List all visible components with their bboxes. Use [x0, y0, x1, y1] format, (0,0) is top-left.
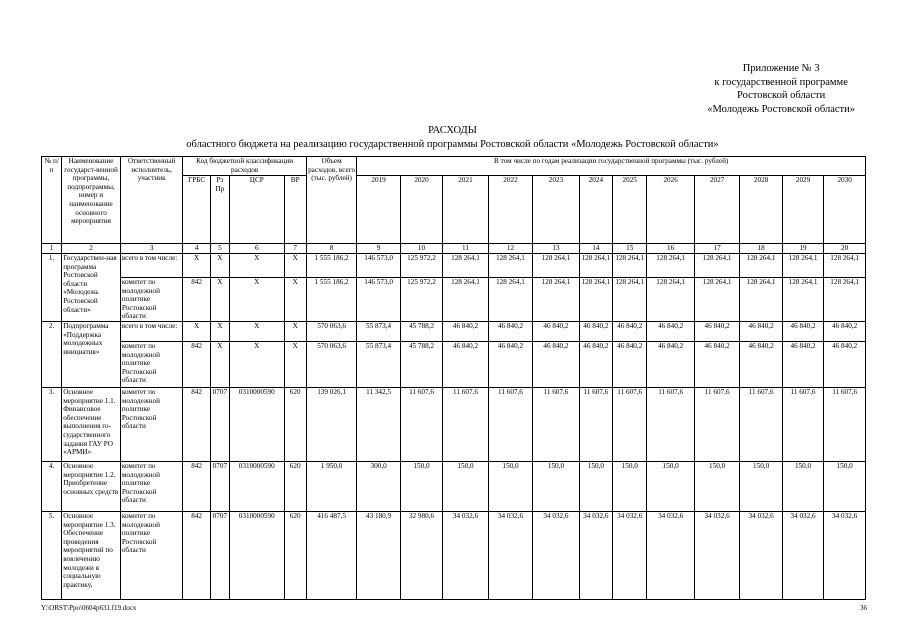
header-year: 2023 [533, 176, 579, 244]
header-year: 2028 [740, 176, 782, 244]
appendix-line-4: «Молодежь Ростовской области» [707, 103, 855, 115]
table-row [42, 321, 866, 341]
row-year-value: 46 840,2 [613, 341, 647, 387]
header-years-group: В том числе по годам реализации государственной программы (тыс. рублей) [357, 157, 866, 176]
column-number: 10 [400, 244, 442, 254]
table-row [42, 387, 866, 461]
row-year-value: 150,0 [824, 461, 866, 511]
column-number: 1 [42, 244, 62, 254]
row-year-value: 45 788,2 [400, 341, 442, 387]
row-year-value: 11 607,6 [647, 387, 695, 461]
row-year-value: 11 607,6 [613, 387, 647, 461]
row-year-value: 46 840,2 [533, 341, 579, 387]
row-year-value: 34 032,6 [647, 511, 695, 599]
row-year-value: 128 264,1 [740, 278, 782, 322]
header-grbs: ГРБС [183, 176, 210, 244]
row-year-value: 46 840,2 [488, 321, 532, 341]
row-vr: 620 [284, 461, 306, 511]
column-number: 19 [782, 244, 823, 254]
row-year-value: 128 264,1 [782, 278, 823, 322]
column-number: 5 [210, 244, 229, 254]
column-number: 14 [579, 244, 612, 254]
header-num: № п/п [42, 157, 62, 244]
row-year-value: 128 264,1 [488, 278, 532, 322]
header-year: 2030 [824, 176, 866, 244]
column-number: 8 [306, 244, 357, 254]
row-year-value: 128 264,1 [613, 254, 647, 278]
row-year-value: 34 032,6 [740, 511, 782, 599]
row-year-value: 11 342,5 [357, 387, 400, 461]
row-grbs: 842 [183, 341, 210, 387]
column-number: 9 [357, 244, 400, 254]
row-executor: комитет по молодежной политике Ростовской области [120, 387, 183, 461]
row-executor: всего в том числе: [120, 254, 183, 278]
row-year-value: 128 264,1 [533, 278, 579, 322]
row-year-value: 46 840,2 [613, 321, 647, 341]
column-number: 3 [120, 244, 183, 254]
row-year-value: 46 840,2 [740, 321, 782, 341]
row-number: 4. [42, 461, 62, 511]
expenses-table [41, 156, 866, 600]
header-year: 2021 [443, 176, 488, 244]
row-year-value: 150,0 [647, 461, 695, 511]
row-year-value: 150,0 [579, 461, 612, 511]
row-year-value: 146 573,0 [357, 278, 400, 322]
row-year-value: 150,0 [443, 461, 488, 511]
row-year-value: 11 607,6 [488, 387, 532, 461]
row-year-value: 300,0 [357, 461, 400, 511]
header-executor: Ответственный исполнитель, участник [120, 157, 183, 244]
row-year-value: 128 264,1 [694, 254, 739, 278]
row-vr: X [284, 341, 306, 387]
row-executor: комитет по молодежной политике Ростовской области [120, 278, 183, 322]
appendix-line-2: к государственной программе [714, 76, 848, 88]
row-executor: комитет по молодежной политике Ростовской области [120, 511, 183, 599]
row-year-value: 150,0 [488, 461, 532, 511]
row-year-value: 128 264,1 [647, 278, 695, 322]
header-volume: Объем расходов, всего (тыс. рублей) [306, 157, 357, 244]
row-year-value: 46 840,2 [694, 341, 739, 387]
header-code-group: Код бюджетной классификации расходов [183, 157, 306, 176]
row-year-value: 128 264,1 [613, 278, 647, 322]
row-year-value: 128 264,1 [443, 254, 488, 278]
row-year-value: 34 032,6 [824, 511, 866, 599]
row-year-value: 128 264,1 [824, 254, 866, 278]
row-csr: 0310000590 [229, 511, 284, 599]
row-csr: X [229, 278, 284, 322]
row-name: Государствен-ная программа Ростовской области «Молодежь Ростовской области» [62, 254, 121, 322]
column-number: 4 [183, 244, 210, 254]
header-year: 2024 [579, 176, 612, 244]
column-number: 13 [533, 244, 579, 254]
row-year-value: 46 840,2 [647, 341, 695, 387]
table-row [42, 278, 866, 322]
row-executor: всего в том числе: [120, 321, 183, 341]
row-year-value: 34 032,6 [579, 511, 612, 599]
row-name: Основное мероприятие 1.2. Приобретение основных средств [62, 461, 121, 511]
row-year-value: 46 840,2 [533, 321, 579, 341]
row-year-value: 34 032,6 [488, 511, 532, 599]
row-year-value: 11 607,6 [400, 387, 442, 461]
row-year-value: 128 264,1 [443, 278, 488, 322]
row-year-value: 46 840,2 [579, 321, 612, 341]
row-year-value: 11 607,6 [533, 387, 579, 461]
row-year-value: 55 873,4 [357, 341, 400, 387]
table-row [42, 461, 866, 511]
footer-file-path: Y:\ORST\Ppo\0604p631.f19.docx [41, 604, 137, 612]
column-number-row [42, 244, 866, 254]
row-year-value: 125 972,2 [400, 254, 442, 278]
row-number: 2. [42, 321, 62, 387]
table-row [42, 254, 866, 278]
header-rzpr: Рз Пр [210, 176, 229, 244]
row-grbs: X [183, 321, 210, 341]
row-year-value: 34 032,6 [613, 511, 647, 599]
row-total: 570 063,6 [306, 321, 357, 341]
row-csr: X [229, 254, 284, 278]
row-grbs: 842 [183, 278, 210, 322]
header-year: 2019 [357, 176, 400, 244]
header-year: 2027 [694, 176, 739, 244]
row-csr: 0310000590 [229, 461, 284, 511]
row-year-value: 146 573,0 [357, 254, 400, 278]
row-csr: 0310000590 [229, 387, 284, 461]
row-year-value: 128 264,1 [740, 254, 782, 278]
header-csr: ЦСР [229, 176, 284, 244]
header-name: Наименование государст-венной программы, подпрограммы, номер и наименование основного мероприятия [62, 157, 121, 244]
row-year-value: 128 264,1 [647, 254, 695, 278]
column-number: 17 [694, 244, 739, 254]
row-rzpr: X [210, 278, 229, 322]
row-name: Подпрограмма «Поддержка молодежных инициатив» [62, 321, 121, 387]
column-number: 15 [613, 244, 647, 254]
table-row [42, 511, 866, 599]
row-vr: X [284, 278, 306, 322]
row-vr: 620 [284, 511, 306, 599]
row-year-value: 125 972,2 [400, 278, 442, 322]
row-name: Основное мероприятие 1.1. Финансовое обеспечение выполнения го-сударственного задания ГАУ РО «АРМИ» [62, 387, 121, 461]
row-year-value: 46 840,2 [443, 341, 488, 387]
row-year-value: 46 840,2 [647, 321, 695, 341]
row-grbs: 842 [183, 511, 210, 599]
row-year-value: 34 032,6 [694, 511, 739, 599]
row-year-value: 34 032,6 [533, 511, 579, 599]
row-year-value: 150,0 [782, 461, 823, 511]
column-number: 6 [229, 244, 284, 254]
row-year-value: 11 607,6 [694, 387, 739, 461]
row-rzpr: X [210, 254, 229, 278]
row-year-value: 128 264,1 [579, 254, 612, 278]
header-year: 2026 [647, 176, 695, 244]
row-year-value: 150,0 [740, 461, 782, 511]
row-year-value: 128 264,1 [579, 278, 612, 322]
row-year-value: 128 264,1 [488, 254, 532, 278]
row-year-value: 46 840,2 [824, 321, 866, 341]
row-vr: X [284, 254, 306, 278]
row-year-value: 34 032,6 [443, 511, 488, 599]
title-main: РАСХОДЫ [428, 125, 477, 136]
row-grbs: 842 [183, 387, 210, 461]
row-executor: комитет по молодежной политике Ростовской области [120, 341, 183, 387]
row-year-value: 46 840,2 [740, 341, 782, 387]
column-number: 2 [62, 244, 121, 254]
footer-page-number: 36 [860, 604, 867, 612]
row-year-value: 128 264,1 [694, 278, 739, 322]
row-rzpr: 0707 [210, 387, 229, 461]
row-year-value: 46 840,2 [694, 321, 739, 341]
row-number: 5. [42, 511, 62, 599]
appendix-line-1: Приложение № 3 [742, 63, 820, 74]
header-year: 2025 [613, 176, 647, 244]
row-year-value: 150,0 [533, 461, 579, 511]
row-year-value: 128 264,1 [824, 278, 866, 322]
row-csr: X [229, 321, 284, 341]
row-rzpr: 0707 [210, 511, 229, 599]
row-number: 1. [42, 254, 62, 322]
row-year-value: 55 873,4 [357, 321, 400, 341]
row-year-value: 150,0 [694, 461, 739, 511]
title-sub: областного бюджета на реализацию государственной программы Ростовской области «Молодежь Ростовской области» [186, 138, 719, 150]
row-vr: 620 [284, 387, 306, 461]
header-year: 2020 [400, 176, 442, 244]
column-number: 18 [740, 244, 782, 254]
column-number: 7 [284, 244, 306, 254]
row-year-value: 150,0 [400, 461, 442, 511]
header-year: 2029 [782, 176, 823, 244]
row-year-value: 46 840,2 [488, 341, 532, 387]
row-year-value: 43 180,9 [357, 511, 400, 599]
row-year-value: 34 032,6 [782, 511, 823, 599]
row-rzpr: X [210, 321, 229, 341]
row-total: 416 487,5 [306, 511, 357, 599]
row-year-value: 11 607,6 [579, 387, 612, 461]
row-total: 570 063,6 [306, 341, 357, 387]
row-year-value: 11 607,6 [782, 387, 823, 461]
row-total: 139 026,1 [306, 387, 357, 461]
row-year-value: 11 607,6 [824, 387, 866, 461]
row-vr: X [284, 321, 306, 341]
row-rzpr: X [210, 341, 229, 387]
row-rzpr: 0707 [210, 461, 229, 511]
column-number: 20 [824, 244, 866, 254]
row-executor: комитет по молодежной политике Ростовской области [120, 461, 183, 511]
header-year: 2022 [488, 176, 532, 244]
appendix-line-3: Ростовской области [737, 90, 826, 101]
row-grbs: X [183, 254, 210, 278]
row-total: 1 555 186,2 [306, 278, 357, 322]
row-number: 3. [42, 387, 62, 461]
row-grbs: 842 [183, 461, 210, 511]
row-total: 1 555 186,2 [306, 254, 357, 278]
row-year-value: 11 607,6 [443, 387, 488, 461]
row-csr: X [229, 341, 284, 387]
row-year-value: 46 840,2 [782, 341, 823, 387]
row-year-value: 45 788,2 [400, 321, 442, 341]
row-year-value: 128 264,1 [533, 254, 579, 278]
table-row [42, 341, 866, 387]
column-number: 12 [488, 244, 532, 254]
document-title [0, 124, 905, 151]
row-year-value: 46 840,2 [443, 321, 488, 341]
header-vr: ВР [284, 176, 306, 244]
row-year-value: 46 840,2 [579, 341, 612, 387]
row-year-value: 11 607,6 [740, 387, 782, 461]
column-number: 11 [443, 244, 488, 254]
row-year-value: 128 264,1 [782, 254, 823, 278]
row-year-value: 46 840,2 [782, 321, 823, 341]
row-total: 1 950,0 [306, 461, 357, 511]
row-year-value: 150,0 [613, 461, 647, 511]
row-year-value: 32 980,6 [400, 511, 442, 599]
column-number: 16 [647, 244, 695, 254]
row-year-value: 46 840,2 [824, 341, 866, 387]
appendix-header [707, 62, 855, 116]
row-name: Основное мероприятие 1.3. Обеспечение проведения мероприятий по вовлечению молодежи в социальную практику, [62, 511, 121, 599]
